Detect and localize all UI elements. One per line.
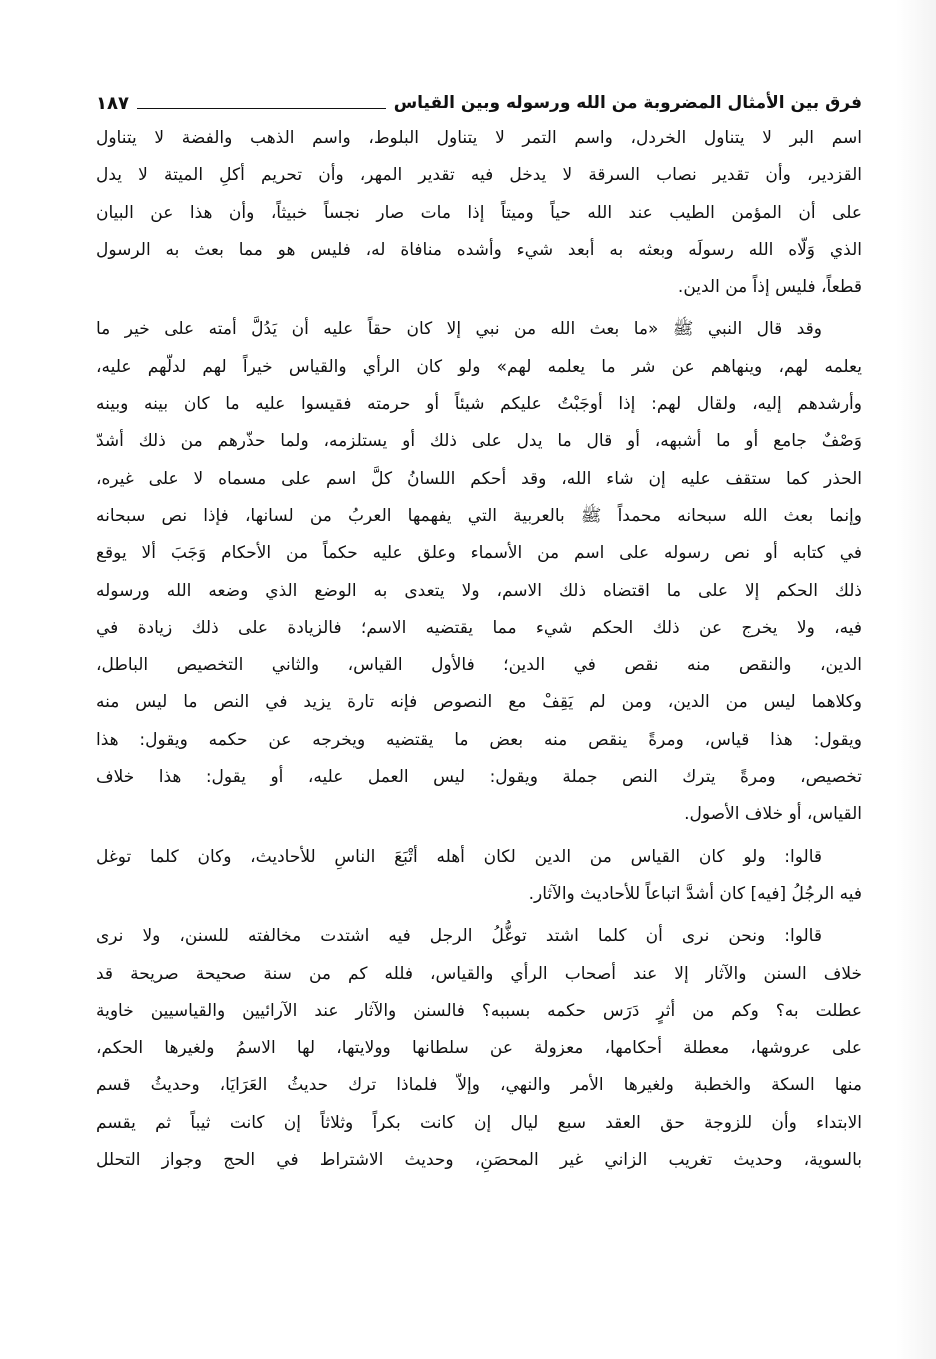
text-line: على عروشها، معطلة أحكامها، معزولة عن سلطانها وولايتها، لها الاسمُ ولغيرها الحكم،: [96, 1038, 862, 1059]
text-line: بالسوية، وحديث تغريب الزاني غير المحصَنِ، وحديث الاشتراط في الحج وجواز التحلل: [96, 1150, 862, 1171]
page-body: [96, 120, 862, 1179]
text-line: خلاف السنن والآثار إلا عند أصحاب الرأي والقياس، فلله كم من سنة صحيحة صريحة قد: [96, 963, 862, 984]
text-line: القزدير، وأن تقدير نصاب السرقة لا يدخل فيه تقدير المهر، وأن تحريم أكلِ الميتة لا يدل: [96, 165, 862, 186]
text-line: يعلمه لهم، وينهاهم عن شر ما يعلمه لهم» ولو كان الرأي والقياس خيراً لهم لدلّهم عليه،: [96, 356, 862, 377]
text-line: فيه، ولا يخرج عن ذلك الحكم شيء مما يقتضيه الاسم؛ فالزيادة على ذلك زيادة في: [96, 617, 862, 638]
text-line: الدين، والنقص منه نقص في الدين؛ فالأول القياس، والثاني التخصيص الباطل،: [96, 655, 862, 676]
page-edge: [896, 0, 936, 1359]
text-line: وقد قال النبي ﷺ «ما بعث الله من نبي إلا كان حقاً عليه أن يَدُلَّ أمته على خير ما: [96, 319, 822, 340]
text-line: وأرشدهم إليه، ولقال لهم: إذا أوجَبْتُ عليكم شيئاً أو حرمته فقيسوا عليه ما كان بينه وبينه: [96, 394, 862, 415]
page-number: ١٨٧: [96, 92, 129, 114]
text-line: القياس، أو خلاف الأصول.: [684, 804, 862, 825]
text-line: الحذر كما ستقف عليه إن شاء الله، وقد أحكم اللسانُ كلَّ اسم على مسماه لا على غيره،: [96, 468, 862, 489]
header-rule: [137, 108, 386, 109]
text-line: وَصْفٌ جامع أو ما أشبهه، أو قال ما يدل على ذلك أو يستلزمه، ولما حذّرهم من ذلك أشدّ: [96, 431, 862, 452]
paragraph: [96, 120, 862, 306]
text-line: عطلت به؟ وكم من أثرٍ دَرَس حكمه بسببه؟ فالسنن والآثار عند الآرائيين والقياسيين خاوية: [96, 1000, 862, 1021]
text-line: اسم البر لا يتناول الخردل، واسم التمر لا يتناول البلوط، واسم الذهب والفضة لا يتناول: [96, 128, 862, 148]
text-line: وإنما بعث الله سبحانه محمداً ﷺ بالعربية التي يفهمها العربُ من لسانها، فإذا نص سبحانه: [96, 505, 862, 526]
text-line: ذلك الحكم إلا على ما اقتضاه ذلك الاسم، ولا يتعدى به الوضع الذي وضعه الله ورسوله: [96, 580, 862, 601]
text-line: الابتداء وأن للزوجة حق العقد سبع ليال إن كانت بكراً وثلاثاً إن كانت ثيباً ثم يقسم: [96, 1112, 862, 1133]
text-line: وكلاهما ليس من الدين، ومن لم يَقِفْ مع النصوص فإنه تارة يزيد في النص ما ليس منه: [96, 692, 862, 713]
text-line: فيه الرجُلُ [فيه] كان أشدَّ اتباعاً للأحاديث والآثار.: [528, 883, 862, 904]
paragraph: [96, 839, 862, 914]
text-line: قطعاً، فليس إذاً من الدين.: [677, 277, 862, 298]
text-line: في كتابه أو نص رسوله على اسم من الأسماء وعلق عليه حكماً من الأحكام وَجَبَ ألا يوقع: [96, 543, 862, 564]
text-line: ويقول: هذا قياس، ومرةً ينقص منه بعض ما يقتضيه ويخرجه عن حكمه ويقول: هذا: [96, 729, 862, 750]
paragraph: [96, 311, 862, 833]
text-line: قالوا: ولو كان القياس من الدين لكان أهله أتْبَعَ الناسِ للأحاديث، وكان كلما توغل: [96, 846, 822, 867]
text-line: تخصيص، ومرةً يترك النص جملة ويقول: ليس العمل عليه، أو يقول: هذا خلاف: [96, 767, 862, 788]
running-header: [96, 88, 862, 118]
chapter-title: فرق بين الأمثال المضروبة من الله ورسوله وبين القياس: [393, 93, 862, 113]
text-line: الذي وَلّاه الله رسولَه وبعثه به أبعد شيء وأشده منافاة له، فليس هو مما بعث به الرسول: [96, 239, 862, 260]
text-line: منها السكة والخطبة ولغيرها الأمر والنهي، وإلاّ فلماذا ترك حديثُ العَرَايَا، وحديثُ قسم: [96, 1075, 862, 1096]
paragraph: [96, 918, 862, 1179]
text-line: على أن المؤمن الطيب عند الله حياً وميتاً إذا مات صار نجساً خبيثاً، وأن هذا عن البيان: [96, 202, 862, 223]
text-line: قالوا: ونحن نرى أن كلما اشتد توغُّلُ الرجل فيه اشتدت مخالفته للسنن، ولا نرى: [96, 926, 822, 947]
